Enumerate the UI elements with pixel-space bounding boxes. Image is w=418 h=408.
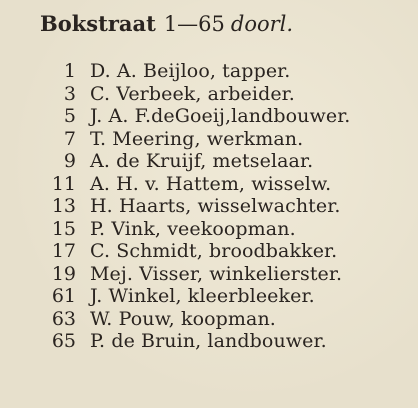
resident-entry: A. H. v. Hattem, wisselw. (90, 172, 332, 195)
house-number: 61 (51, 285, 76, 307)
resident-entry: P. de Bruin, landbouwer. (90, 330, 327, 352)
street-heading (40, 10, 293, 38)
house-number: 13 (51, 195, 76, 217)
list-item (0, 218, 418, 241)
list-item (0, 263, 418, 286)
resident-entry: H. Haarts, wisselwachter. (90, 195, 341, 217)
house-number: 65 (51, 330, 76, 352)
house-number-range: 1—65 (163, 12, 225, 36)
list-item (0, 150, 418, 173)
house-number: 9 (63, 150, 76, 172)
list-item (0, 83, 418, 106)
resident-entry: C. Verbeek, arbeider. (90, 82, 295, 105)
resident-list (0, 60, 418, 353)
list-item (0, 173, 418, 196)
resident-entry: C. Schmidt, broodbakker. (90, 240, 338, 262)
house-number: 1 (63, 60, 76, 82)
house-number: 3 (63, 82, 76, 105)
house-number: 5 (63, 105, 76, 127)
resident-entry: Mej. Visser, winkelierster. (90, 262, 343, 285)
list-item (0, 240, 418, 263)
house-number: 63 (51, 307, 76, 330)
house-number: 7 (63, 127, 76, 150)
list-item (0, 195, 418, 218)
range-note: doorl. (230, 12, 294, 36)
house-number: 19 (51, 262, 76, 285)
list-item (0, 60, 418, 83)
resident-entry: D. A. Beijloo, tapper. (90, 60, 291, 82)
street-name: Bokstraat (40, 11, 156, 36)
list-item (0, 128, 418, 151)
resident-entry: P. Vink, veekoopman. (90, 217, 296, 240)
list-item (0, 308, 418, 331)
resident-entry: A. de Kruijf, metselaar. (90, 150, 314, 172)
resident-entry: W. Pouw, koopman. (90, 307, 276, 330)
list-item (0, 330, 418, 353)
resident-entry: T. Meering, werkman. (90, 127, 304, 150)
resident-entry: J. A. F.deGoeij,landbouwer. (90, 105, 351, 127)
house-number: 15 (51, 217, 76, 240)
house-number: 11 (51, 172, 76, 195)
house-number: 17 (51, 240, 76, 262)
list-item (0, 105, 418, 128)
resident-entry: J. Winkel, kleerbleeker. (90, 285, 315, 307)
list-item (0, 285, 418, 308)
